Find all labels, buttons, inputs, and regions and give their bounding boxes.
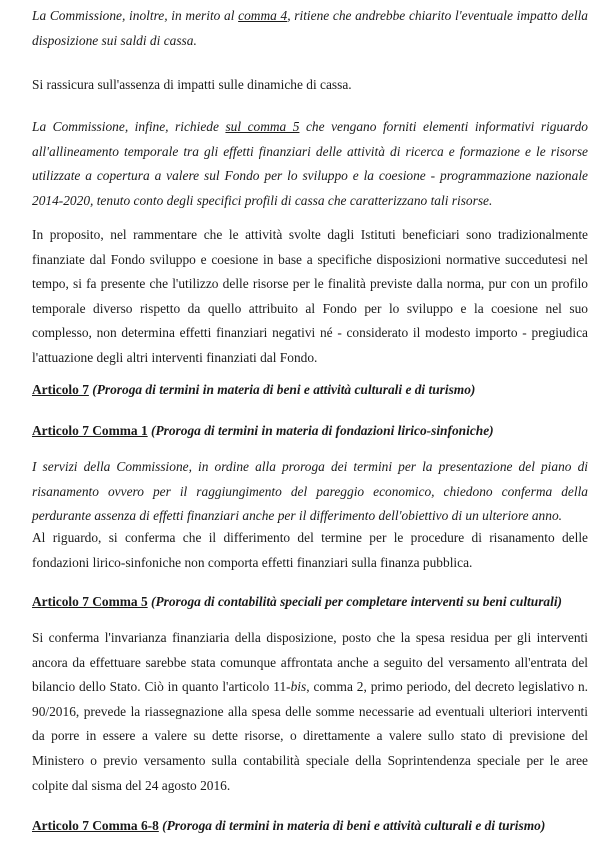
paragraph-lirico-response: Al riguardo, si conferma che il differimento del termine per le procedure di risanamento delle fondazioni lirico-sinfoniche non comporta effetti finanziari sulla finanza pubblica. (32, 530, 588, 570)
heading-subtitle: (Proroga di termini in materia di beni e attività culturali e di turismo) (158, 818, 546, 833)
paragraph-comma-4-request (32, 4, 588, 53)
heading-articolo-7-comma-5 (32, 592, 592, 612)
heading-label: Articolo 7 Comma 5 (32, 594, 148, 609)
paragraph-text: che vengano forniti elementi informativi riguardo all'allineamento temporale tra gli effetti finanziari delle attività di ricerca e formazione e le risorse utilizzate a copertura a valere sul Fondo per lo sviluppo e la coesione - programmazione nazionale 2014-2020, tenuto conto degli specifici profili di cassa che caratterizzano tali risorse. (32, 119, 588, 208)
paragraph-invarianza-response (32, 626, 588, 798)
paragraph-commissione-request: I servizi della Commissione, in ordine alla proroga dei termini per la presentazione del piano di risanamento ovvero per il raggiungimento del pareggio economico, chiedono conferma della perdurante assenza di effetti finanziari anche per il differimento dell'obiettivo di un ulteriore anno. (32, 459, 588, 524)
heading-articolo-7-comma-6-8 (32, 816, 592, 836)
paragraph-text: , ritiene che andrebbe chiarito l'eventuale impatto della disposizione sui saldi di cassa. (32, 8, 588, 48)
paragraph-fondo-response: In proposito, nel rammentare che le attività svolte dagli Istituti beneficiari sono tradizionalmente finanziate dal Fondo sviluppo e coesione in base a specifiche disposizioni normative succedutesi nel tempo, si fa presente che l'utilizzo delle risorse per le finalità previste dalla norma, pur con un profilo temporale diverso rispetto da quello attribuito al Fondo per lo sviluppo e la coesione nel suo complesso, non determina effetti finanziari negativi né - considerato il modesto importo - pregiudica l'attuazione degli altri interventi finanziati dal Fondo. (32, 227, 588, 365)
heading-label: Articolo 7 (32, 382, 89, 397)
paragraph-cash-reassurance: Si rassicura sull'assenza di impatti sulle dinamiche di cassa. (32, 77, 352, 92)
bis-suffix: bis (290, 679, 307, 695)
heading-subtitle: (Proroga di contabilità speciali per completare interventi su beni culturali) (147, 594, 563, 609)
comma-4-reference: comma 4 (238, 8, 288, 23)
heading-articolo-7-comma-1 (32, 421, 592, 441)
paragraph-text: La Commissione, inoltre, in merito al (32, 8, 239, 23)
paragraph-text: La Commissione, infine, richiede (32, 119, 226, 134)
paragraph-text: Si conferma l'invarianza finanziaria della disposizione, posto che la spesa residua per gli interventi ancora da effettuare sarebbe stata comunque affrontata anche a seguito del versamento all'entrata del bilancio dello Stato. Ciò in quanto l'articolo 11- (32, 630, 588, 695)
heading-subtitle: (Proroga di termini in materia di fondazioni lirico-sinfoniche) (147, 423, 494, 438)
heading-articolo-7 (32, 380, 592, 400)
paragraph-text: , comma 2, primo periodo, del decreto legislativo n. 90/2016, prevede la riassegnazione alla spesa delle somme necessarie ad eventuali ulteriori interventi da porre in essere a valere su dette risorse, o direttamente a valere sullo stato di previsione del Ministero o previo versamento sulla contabilità speciale della Soprintendenza speciale per le aree colpite dal sisma del 24 agosto 2016. (32, 679, 588, 793)
heading-label: Articolo 7 Comma 1 (32, 423, 148, 438)
paragraph-comma-5-request (32, 115, 588, 213)
comma-5-reference: sul comma 5 (225, 119, 300, 134)
heading-label: Articolo 7 Comma 6-8 (32, 818, 159, 833)
heading-subtitle: (Proroga di termini in materia di beni e attività culturali e di turismo) (88, 382, 476, 397)
